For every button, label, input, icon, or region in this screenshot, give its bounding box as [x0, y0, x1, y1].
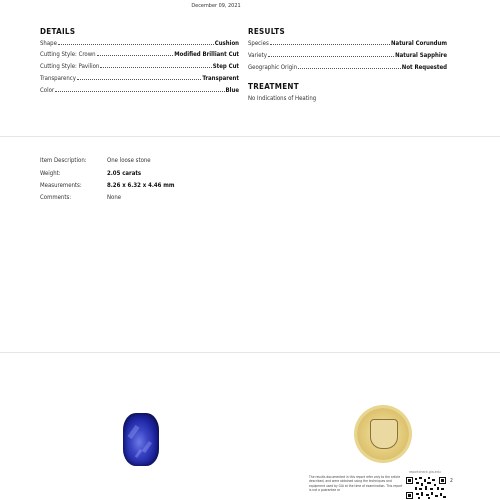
results-row	[248, 62, 447, 71]
page-number: 2	[450, 478, 453, 484]
results-title: RESULTS	[248, 27, 285, 36]
report-check-url: reportcheck.gia.edu	[409, 470, 441, 474]
page-fold-line	[0, 136, 500, 137]
details-value: Transparent	[202, 75, 239, 82]
details-label: Color	[40, 87, 55, 94]
details-row	[40, 73, 239, 82]
item-value: None	[107, 194, 122, 201]
details-row	[40, 49, 239, 58]
results-label: Geographic Origin	[248, 64, 298, 71]
details-label: Transparency	[40, 75, 76, 82]
results-value: Natural Sapphire	[395, 52, 447, 59]
treatment-title: TREATMENT	[248, 82, 299, 91]
page-fold-line	[0, 352, 500, 353]
item-label: Measurements:	[40, 182, 82, 189]
item-label: Weight:	[40, 170, 61, 177]
details-value: Cushion	[214, 40, 239, 47]
item-value: One loose stone	[107, 157, 151, 164]
details-row	[40, 85, 239, 94]
details-row	[40, 61, 239, 70]
results-row	[248, 38, 447, 47]
details-value: Blue	[225, 87, 239, 94]
gia-seal-icon	[357, 408, 409, 460]
results-row	[248, 50, 447, 59]
details-value: Step Cut	[212, 63, 239, 70]
results-value: Natural Corundum	[391, 40, 447, 47]
item-value: 2.05 carats	[107, 170, 142, 177]
item-label: Comments:	[40, 194, 72, 201]
details-value: Modified Brilliant Cut	[174, 51, 239, 58]
qr-code-icon	[405, 476, 447, 500]
item-value: 8.26 x 6.32 x 4.46 mm	[107, 182, 175, 189]
details-label: Cutting Style: Crown	[40, 51, 96, 58]
disclaimer-text: The results documented in this report refer only to the article described, and were obtained using the techniques and equipment used by GIA at the time of examination. This report is not a guarantee or	[309, 475, 403, 492]
details-label: Cutting Style: Pavilion	[40, 63, 100, 70]
results-value: Not Requested	[401, 64, 447, 71]
sapphire-photo	[123, 413, 159, 466]
details-label: Shape	[40, 40, 57, 47]
treatment-text: No Indications of Heating	[248, 95, 317, 102]
details-title: DETAILS	[40, 27, 76, 36]
report-date: December 09, 2021	[191, 3, 241, 9]
details-row	[40, 38, 239, 47]
results-label: Variety	[248, 52, 267, 59]
item-label: Item Description:	[40, 157, 87, 164]
results-label: Species	[248, 40, 269, 47]
